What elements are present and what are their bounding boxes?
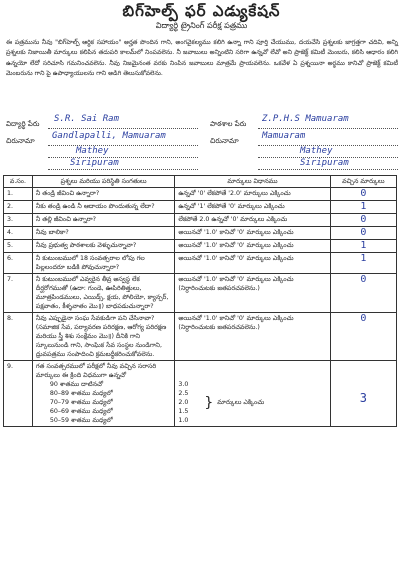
- table-row: [4, 361, 397, 427]
- row9-range-list: [36, 380, 171, 425]
- school-name-line: [258, 128, 398, 129]
- student-name-label: విద్యార్థి పేరు: [6, 120, 40, 128]
- row-question: నీకు తండ్రి ఉండి నీ ఆదాయం పొందుతున్న లేదా?: [32, 201, 174, 214]
- row9-question-text: గత సంవత్సరములో పరీక్షలో నీవు వచ్చిన సరాసరి మార్కులు ఈ క్రింది విధముగా ఉన్నచో: [35, 363, 157, 379]
- student-address-line-1: [48, 145, 198, 146]
- row-question: నీవు బాలికా?: [32, 227, 174, 240]
- row-score[interactable]: [330, 253, 396, 274]
- header-serial: వ.సం.: [4, 176, 33, 188]
- table-row: [4, 253, 397, 274]
- mark-item: 1.5: [178, 408, 189, 415]
- table-row: [4, 201, 397, 214]
- row-number: 4.: [4, 227, 33, 240]
- form-subtitle: విద్యార్థి ట్రైనింగ్ పరీక్ష పత్రము: [155, 21, 248, 30]
- row-score[interactable]: [330, 214, 396, 227]
- row-criteria: అయినచో '1.0' కానిచో '0' మార్కులు ఎక్కించు: [175, 253, 330, 274]
- school-address-value-1[interactable]: Mamuaram: [262, 131, 306, 141]
- row-criteria: ఉన్నచో '0' లేకపోతే '2.0' మార్కులు ఎక్కించు: [175, 188, 330, 201]
- table-row: [4, 313, 397, 361]
- row-criteria: లేకపోతే 2.0 ఉన్నచో '0' మార్కులు ఎక్కించు: [175, 214, 330, 227]
- row-number: 3.: [4, 214, 33, 227]
- range-item: 60–69 శాతము మధ్యలో: [49, 408, 113, 415]
- header-criteria: మార్కులు విధానము: [175, 176, 330, 188]
- score-value: 0: [360, 188, 367, 199]
- school-name-value[interactable]: Z.P.H.S Mamuaram: [262, 114, 349, 124]
- school-address-value-2[interactable]: Mathey: [300, 146, 333, 156]
- row9-criteria-text: మార్కులు ఎక్కించు: [217, 399, 265, 406]
- student-name-line: [48, 128, 198, 129]
- student-address-line-3: [48, 169, 198, 170]
- score-value: 0: [360, 227, 367, 238]
- row-criteria: ఉన్నచో '1' లేకపోతే '0' మార్కులు ఎక్కించు: [175, 201, 330, 214]
- row-score[interactable]: [330, 361, 396, 427]
- student-address-value-3[interactable]: Siripuram: [70, 158, 119, 168]
- header-question: ప్రశ్నలు మరియు పరిస్థితి సంగతులు: [32, 176, 174, 188]
- row-number: 6.: [4, 253, 33, 274]
- form-title: బిగ్‌హెల్ప్ ఫర్ ఎడ్యుకేషన్: [122, 2, 281, 20]
- row-criteria: అయినచో '1.0' కానిచో '0' మార్కులు ఎక్కించు (నిర్ధారించుటకు జతపరచవలెను.): [175, 274, 330, 313]
- row-score[interactable]: [330, 240, 396, 253]
- school-address-label: చిరునామా: [210, 137, 239, 145]
- brace-icon: }: [204, 394, 214, 411]
- row-score[interactable]: [330, 313, 396, 361]
- range-item: 50–59 శాతము మధ్యలో: [49, 417, 113, 424]
- mark-item: 2.5: [178, 390, 189, 397]
- row-number: 8.: [4, 313, 33, 361]
- student-name-value[interactable]: S.R. Sai Ram: [54, 114, 120, 124]
- student-address-value-1[interactable]: Gandlapalli, Mamuaram: [52, 131, 166, 141]
- row9-mark-list: [178, 380, 200, 425]
- score-value: 1: [360, 201, 367, 212]
- row-question: నీవు ఎప్పుడైనా సంఘ సేవకుడిగా పని చేసినావా? (సమాజిక సేవ, పర్యావరణ పరిరక్షణ, ఆరోగ్య పరిరక్షణ మరియు స్త్రీ శిశు సంక్షేమం మొ॥) దీనికి గాని స్కూలునుండి గాని, సాంఘిక సేవ సంస్థల నుండిగాని, ధ్రువపత్రము సంపాదించి క్రమబద్ధీకరించుకోవలెను.: [32, 313, 174, 361]
- table-row: [4, 227, 397, 240]
- mark-item: 3.0: [178, 381, 189, 388]
- table-row: [4, 274, 397, 313]
- mark-item: 2.0: [178, 399, 189, 406]
- score-value: 1: [360, 253, 367, 264]
- row-number: 5.: [4, 240, 33, 253]
- table-header-row: [4, 176, 397, 188]
- row-question: నీ తల్లి జీవించి ఉన్నారా?: [32, 214, 174, 227]
- score-value: 1: [360, 240, 367, 251]
- row-score[interactable]: [330, 201, 396, 214]
- row-criteria: అయినచో '1.0' కానిచో '0' మార్కులు ఎక్కించు (నిర్ధారించుటకు జతపరచవలెను.): [175, 313, 330, 361]
- row-score[interactable]: [330, 227, 396, 240]
- row-score[interactable]: [330, 274, 396, 313]
- row-criteria: అయినచో '1.0' కానిచో '0' మార్కులు ఎక్కించు: [175, 240, 330, 253]
- row-number: 1.: [4, 188, 33, 201]
- table-row: [4, 214, 397, 227]
- school-address-value-3[interactable]: Siripuram: [300, 158, 349, 168]
- mark-item: 1.0: [178, 417, 189, 424]
- row-criteria: అయినచో '1.0' కానిచో '0' మార్కులు ఎక్కించు: [175, 227, 330, 240]
- row-number: 9.: [4, 361, 33, 427]
- row-question: నీ తండ్రి జీవించి ఉన్నారా?: [32, 188, 174, 201]
- row-question: నీ కుటుంబములో 18 సంవత్సరాల లోపు గల పిల్లలందరూ బడికి పోవుచున్నారా?: [32, 253, 174, 274]
- row-criteria: [175, 361, 330, 427]
- row-question: [32, 361, 174, 427]
- student-address-value-2[interactable]: Mathey: [76, 146, 109, 156]
- score-value: 3: [359, 391, 367, 405]
- table-row: [4, 188, 397, 201]
- range-item: 80–89 శాతము మధ్యలో: [49, 390, 113, 397]
- score-value: 0: [360, 313, 367, 324]
- scoring-table: [3, 175, 397, 427]
- header-score: వచ్చిన మార్కులు: [330, 176, 396, 188]
- row-number: 2.: [4, 201, 33, 214]
- school-name-label: పాఠశాల పేరు: [210, 120, 247, 128]
- school-address-line-3: [258, 169, 398, 170]
- score-value: 0: [360, 214, 367, 225]
- range-item: 70–79 శాతము మధ్యలో: [49, 399, 113, 406]
- row-question: నీ కుటుంబములో ఎవ్వరైన తీవ్ర అస్వస్థ లేక దీర్ఘరోగముతో (ఉదా: గుండె, ఊపిరితిత్తులు, మూత్రపిండములు, ఎయిడ్స్, క్షయ, పోలియో, క్యాన్సర్, పక్షవాతం, కీళ్ళవాతం మొ॥) బాధపడుచున్నారా?: [32, 274, 174, 313]
- table-row: [4, 240, 397, 253]
- row-score[interactable]: [330, 188, 396, 201]
- student-address-label: చిరునామా: [6, 137, 35, 145]
- score-value: 0: [360, 274, 367, 285]
- row-question: నీవు ప్రభుత్వ పాఠశాలకు వెళ్ళుచున్నావా?: [32, 240, 174, 253]
- range-item: 90 శాతము దాటినచో: [49, 381, 104, 388]
- row-number: 7.: [4, 274, 33, 313]
- instructions-paragraph: ఈ పత్రమును నీవు "బిగ్‌హెల్ప్ ఆర్థిక సహాయం" అర్హత పొందిన గాని, అంగవైకల్యము కలిగి ఉన్నా గాని పూర్తి చేయుము, దయచేసి ప్రశ్నలకు జాగ్రత్తగా చదివి, అన్ని ప్రశ్నలకు నిజాయితీ మార్కులు కలిపిన తదుపరి కాలమ్‌లో నింపవలెను. నీ జవాబులు అన్నింటిని సరిగా ఉన్నవో లేవో అని ప్రాజెక్ట్ కమిటీ మెంబరు, కలిసి ఆధారం కలిగి ఉన్నయో లేదో సరిచూసి గమనించవలెను. నీవు నిజమైనంత వరకు నింపిన జవాబులు మాత్రమే ప్రాయవలెను. ఒకవేళ ఏ ప్రశ్నయినా అర్థము కానిచో ప్రాజెక్ట్ కమిటీ మెంబరును గాని పై ఉపాధ్యాయులను గాని అడిగి తెలుసుకోవలెను.: [6, 39, 398, 78]
